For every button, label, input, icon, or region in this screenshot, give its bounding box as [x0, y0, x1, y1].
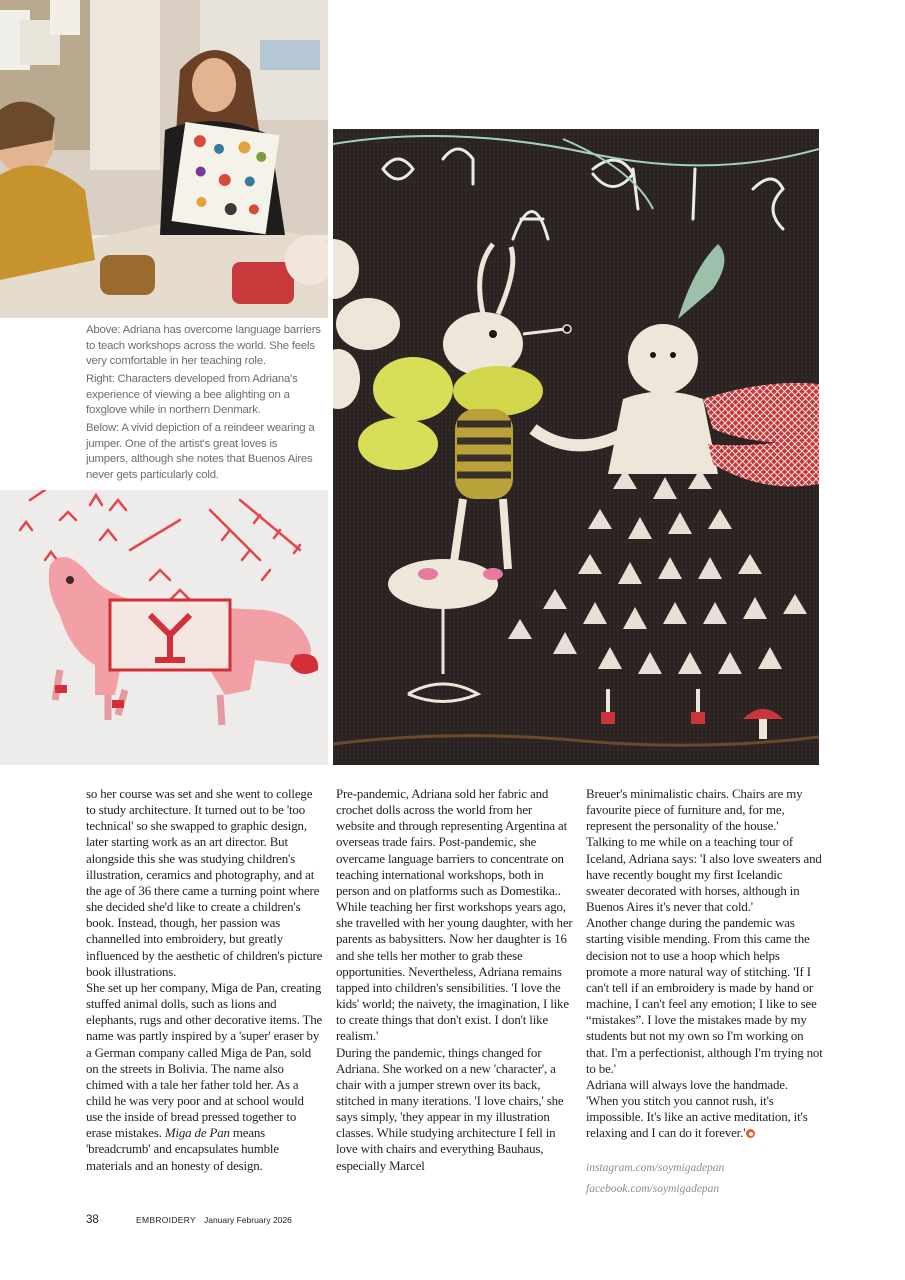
text-run: Adriana will always love the handmade. 'When you stitch you cannot rush, it's impossible. It's like an active meditation, it's relaxing and I can do it forever.': [586, 1077, 808, 1141]
caption-below: Below: A vivid depiction of a reindeer wearing a jumper. One of the artist's great loves is jumpers, although she notes that Buenos Aires never gets particularly cold.: [86, 422, 315, 481]
facebook-link[interactable]: facebook.com/soymigadepan: [586, 1183, 720, 1195]
paragraph: Pre-pandemic, Adriana sold her fabric and crochet dolls across the world from her website and through representing Argentina at overseas trade fairs. Post-pandemic, she overcame language barriers to concentrate on teaching international workshops, both in person and on platforms such as Domestika..: [336, 787, 568, 898]
reindeer-photo: [0, 490, 328, 765]
paragraph: so her course was set and she went to college to study architecture. It turned out to be 'too technical' so she swapped to graphic design, later starting work as an art director. But alongside this she was studying children's illustration, ceramics and photography, and at the age of 36 there came a turning point where she decided she'd like to create a children's book. Instead, though, her passion was channelled into embroidery, but greatly influenced by the aesthetic of children's picture book illustrations.: [86, 787, 323, 979]
bee-embroidery-illustration: [333, 129, 819, 765]
photo-captions: [86, 323, 321, 486]
reindeer-illustration: [0, 490, 328, 765]
workshop-photo: [0, 0, 328, 318]
caption-right: Right: Characters developed from Adriana's experience of viewing a bee alighting on a foxglove while in northern Denmark.: [86, 373, 298, 416]
paragraph: [586, 1077, 823, 1142]
paragraph: While teaching her first workshops years ago, she travelled with her young daughter, with her parents as babysitters. Now her daughter is 16 and she tells her mother to grab these opportunities. Nevertheless, Adriana remains tapped into children's sensibilities. 'I love the kids' world; the naivety, the imagination, I like to create things that don't exist. I don't like realism.': [336, 900, 573, 1044]
body-column-3: [586, 786, 823, 1141]
paragraph: Another change during the pandemic was starting visible mending. From this came the decision not to use a hoop which helps promote a more natural way of stitching. 'If I can't tell if an embroidery is made by hand or machine, I can't feel any emotion; I like to see “mistakes”. I love the mistakes made by my students but not my own so I'm working on that. I'm a perfectionist, although I'm trying not to be.': [586, 916, 823, 1076]
text-run: means 'breadcrumb' and encapsulates humble materials and an honesty of design.: [86, 1126, 279, 1173]
paragraph: Talking to me while on a teaching tour of Iceland, Adriana says: 'I also love sweaters and have recently bought my first Icelandic sweater decorated with horses, although in Buenos Aires it's never that cold.': [586, 835, 822, 915]
paragraph: During the pandemic, things changed for Adriana. She worked on a new 'character', a chair with a jumper strewn over its back, stitched in many iterations. 'I love chairs,' she says simply, 'they appear in my illustration classes. While studying architecture I fell in love with chairs and everything Bauhaus, especially Marcel: [336, 1045, 564, 1173]
italic-name: Miga de Pan: [164, 1126, 230, 1141]
end-mark-icon: [746, 1129, 755, 1138]
bee-embroidery-photo: [333, 129, 819, 765]
body-column-1: [86, 786, 323, 1174]
issue-date: January February 2026: [204, 1215, 292, 1225]
instagram-link[interactable]: instagram.com/soymigadepan: [586, 1162, 725, 1174]
page-footer: [86, 1214, 292, 1230]
text-run: She set up her company, Miga de Pan, creating stuffed animal dolls, such as lions and elephants, rugs and other decorative items. The name was partly inspired by a 'super' eraser by a German company called Miga de Pan, sold on the streets in Bolivia. The name also chimed with a tale her father told her. As a child he was very poor and at school would use the inside of bread pressed together to erase mistakes.: [86, 980, 323, 1141]
paragraph: Breuer's minimalistic chairs. Chairs are my favourite piece of furniture and, for me, represent the personality of the house.': [586, 787, 803, 834]
paragraph: [86, 980, 323, 1174]
caption-above: Above: Adriana has overcome language barriers to teach workshops across the world. She feels very comfortable in her teaching role.: [86, 324, 321, 367]
body-column-2: [336, 786, 573, 1174]
magazine-name: EMBROIDERY: [136, 1215, 196, 1225]
workshop-photo-illustration: [0, 0, 328, 318]
page-number: 38: [86, 1214, 99, 1226]
social-links: [586, 1158, 823, 1200]
